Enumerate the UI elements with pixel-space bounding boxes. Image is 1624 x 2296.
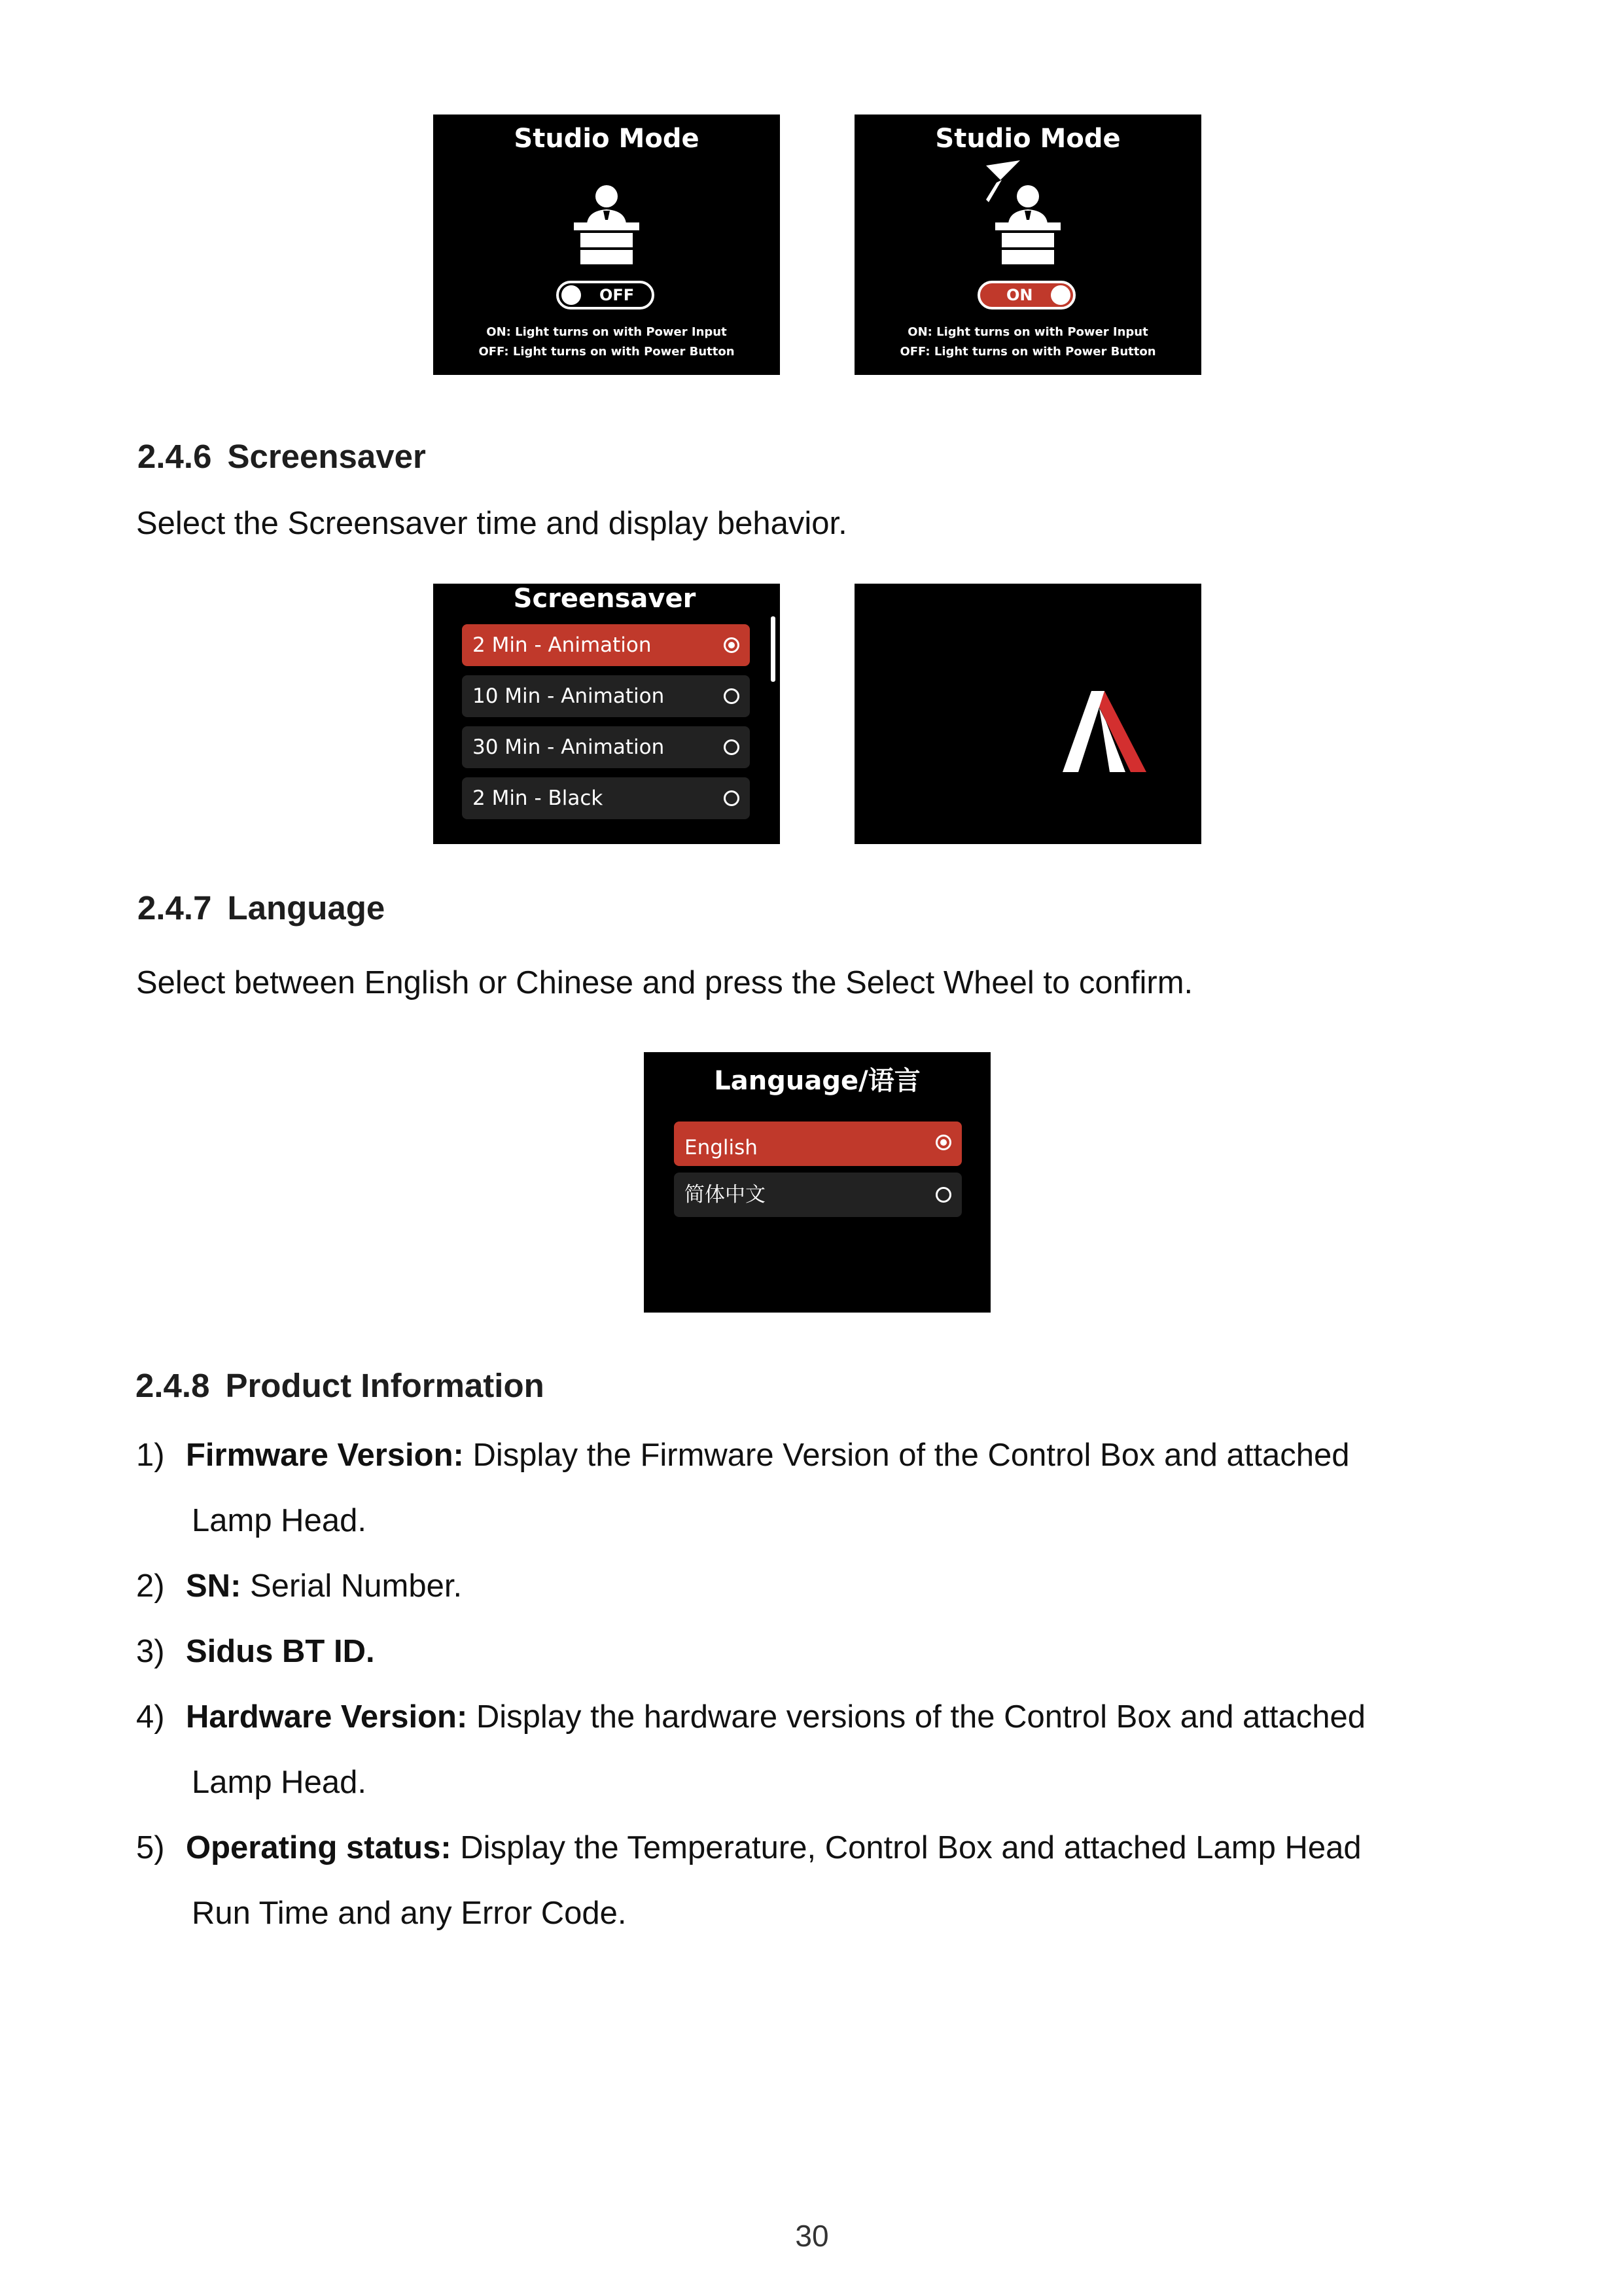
toggle-knob [561,285,581,305]
page-number: 30 [795,2219,829,2253]
radio-unchecked-icon [936,1187,951,1203]
language-title: Language/语言 [714,1066,921,1096]
list-item: 5) Operating status: Display the Temperature, Control Box and attached Lamp Head [136,1830,1362,1865]
section-heading-screensaver: 2.4.6 Screensaver [137,438,426,475]
section-heading-product-information: 2.4.8 Product Information [135,1367,544,1404]
studio-mode-description: ON: Light turns on with Power Input OFF: Light turns on with Power Button [900,325,1156,359]
language-description: Select between English or Chinese and press the Select Wheel to confirm. [136,965,1193,1000]
list-item: 3) Sidus BT ID. [136,1634,375,1669]
brand-logo-icon [1063,690,1148,773]
list-item: 4) Hardware Version: Display the hardware versions of the Control Box and attached [136,1699,1366,1735]
studio-mode-title: Studio Mode [514,124,699,154]
studio-mode-on-screen [855,115,1201,375]
toggle-knob [1051,285,1070,305]
screensaver-description: Select the Screensaver time and display behavior. [136,506,847,541]
language-option-english[interactable]: English [674,1122,962,1166]
toggle-label: ON [1006,286,1033,304]
studio-mode-description: ON: Light turns on with Power Input OFF: Light turns on with Power Button [478,325,735,359]
radio-checked-icon [936,1135,951,1150]
menu-scrollbar[interactable] [771,616,775,682]
screensaver-title: Screensaver [513,584,696,614]
section-heading-language: 2.4.7 Language [137,889,385,927]
presenter-icon [567,183,646,274]
screensaver-option[interactable]: 2 Min - Black [462,777,750,819]
radio-checked-icon [724,637,739,653]
language-option-chinese[interactable]: 简体中文 [674,1173,962,1217]
list-item: 1) Firmware Version: Display the Firmware Version of the Control Box and attached [136,1438,1350,1473]
studio-mode-off-screen [433,115,780,375]
screensaver-preview-screen [855,584,1201,844]
studio-mode-toggle[interactable] [978,281,1076,309]
radio-unchecked-icon [724,739,739,755]
screensaver-option[interactable]: 30 Min - Animation [462,726,750,768]
screensaver-menu-screen [433,584,780,844]
screensaver-option[interactable]: 10 Min - Animation [462,675,750,717]
toggle-label: OFF [599,286,635,304]
studio-mode-title: Studio Mode [935,124,1121,154]
radio-unchecked-icon [724,790,739,806]
presenter-icon [989,183,1067,274]
list-item-continuation: Lamp Head. [192,1503,366,1538]
radio-unchecked-icon [724,688,739,704]
list-item-continuation: Run Time and any Error Code. [192,1896,627,1931]
studio-mode-toggle[interactable] [556,281,654,309]
list-item-continuation: Lamp Head. [192,1765,366,1800]
list-item: 2) SN: Serial Number. [136,1568,463,1604]
screensaver-option[interactable]: 2 Min - Animation [462,624,750,666]
language-menu-screen [644,1052,991,1313]
